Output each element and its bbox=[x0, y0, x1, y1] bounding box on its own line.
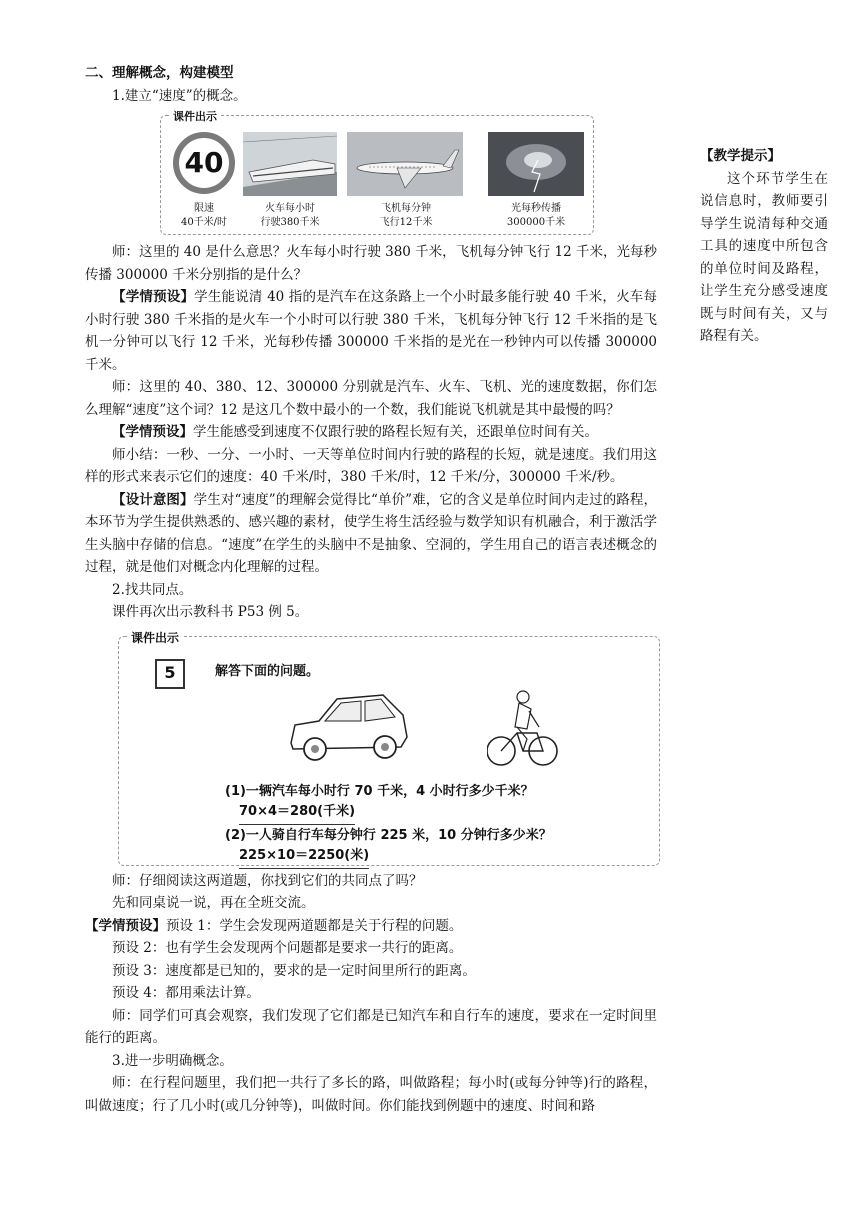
example-prompt: 解答下面的问题。 bbox=[215, 663, 320, 679]
teacher-comment: 师：同学们可真会观察，我们发现了它们都是已知汽车和自行车的速度，要求在一定时间里能行的距离。 bbox=[85, 1007, 657, 1046]
sidebar-tag: 【教学提示】 bbox=[700, 148, 781, 164]
courseware-box-example5 bbox=[118, 630, 660, 866]
section-title: 二、理解概念，构建模型 bbox=[85, 65, 234, 81]
teacher-question-2: 师：这里的 40、380、12、300000 分别就是汽车、火车、飞机、光的速度数据，你们怎么理解“速度”这个词？12 是这几个数中最小的一个数，我们能说飞机就是其中最慢的吗？ bbox=[85, 379, 657, 418]
car-illustration bbox=[285, 685, 413, 775]
step3-heading: 3.进一步明确概念。 bbox=[112, 1052, 233, 1069]
lightning-photo bbox=[488, 132, 584, 196]
student-presumption-2: 【学情预设】学生能感受到速度不仅跟行驶的路程长短有关，还跟单位时间有关。 bbox=[112, 424, 598, 440]
tag-sheji: 【设计意图】 bbox=[112, 491, 194, 508]
courseware-label: 课件出示 bbox=[127, 627, 183, 650]
caption-train: 火车每小时 行驶380千米 bbox=[260, 203, 320, 228]
teacher-question-3: 师：仔细阅读这两道题，你找到它们的共同点了吗？ bbox=[112, 872, 423, 889]
speed-limit-sign bbox=[173, 132, 235, 194]
presumption-2: 预设 2：也有学生会发现两个问题都是要求一共行的距离。 bbox=[112, 940, 463, 956]
sidebar-text: 这个环节学生在说信息时，教师要引导学生说清每种交通工具的速度中所包含的单位时间及路程，让学生充分感受速度既与时间有关，又与路程有关。 bbox=[700, 170, 828, 344]
courseware-box-speed bbox=[160, 110, 594, 235]
question-1: (1)一辆汽车每小时行 70 千米，4 小时行多少千米？ bbox=[225, 783, 534, 799]
tag-xueqing: 【学情预设】 bbox=[112, 424, 193, 440]
student-presumption-1: 【学情预设】学生能说清 40 指的是汽车在这条路上一个小时最多能行驶 40 千米，火车每小时行驶 380 千米指的是火车一个小时可以行驶 380 千米，飞机每分钟飞行 12 千米指的是飞机一分钟可以飞行 12 千米，光每秒传播 300000 千米指的是光在一秒钟内可以传播 300000 千米。 bbox=[85, 289, 657, 373]
speed-limit-number: 40 bbox=[173, 132, 235, 194]
tag-xueqing: 【学情预设】 bbox=[112, 289, 195, 305]
presumption-1: 【学情预设】预设 1：学生会发现两道题都是关于行程的问题。 bbox=[85, 917, 463, 934]
teacher-question-1: 师：这里的 40 是什么意思？火车每小时行驶 380 千米，飞机每分钟飞行 12 千米，光每秒传播 300000 千米分别指的是什么？ bbox=[85, 244, 657, 283]
cyclist-illustration bbox=[487, 687, 559, 771]
answer-2: 225×10＝2250(米) bbox=[239, 845, 369, 870]
teacher-concept: 师：在行程问题里，我们把一共行了多长的路，叫做路程；每小时(或每分钟等)行的路程，叫做速度；行了几小时(或几分钟等)，叫做时间。你们能找到例题中的速度、时间和路 bbox=[85, 1075, 657, 1114]
courseware-label: 课件出示 bbox=[169, 106, 221, 129]
caption-speed-limit: 限速 40千米/时 bbox=[180, 203, 228, 228]
presumption-4: 预设 4：都用乘法计算。 bbox=[112, 985, 260, 1001]
caption-airplane: 飞机每分钟 飞行12千米 bbox=[379, 203, 433, 228]
teacher-summary: 师小结：一秒、一分、一小时、一天等单位时间内行驶的路程的长短，就是速度。我们用这样的形式来表示它们的速度：40 千米/时，380 千米/时，12 千米/分，300000 千米/秒。 bbox=[85, 446, 657, 485]
step2-heading: 2.找共同点。 bbox=[112, 581, 193, 598]
presumption-3: 预设 3：速度都是已知的，要求的是一定时间里所行的距离。 bbox=[112, 962, 476, 979]
step1-heading: 1.建立“速度”的概念。 bbox=[112, 87, 247, 104]
main-content bbox=[85, 62, 657, 1117]
answer-1: 70×4＝280(千米) bbox=[239, 801, 355, 826]
discussion-note: 先和同桌说一说，再在全班交流。 bbox=[112, 895, 315, 911]
caption-light: 光每秒传播 300000千米 bbox=[506, 203, 566, 228]
tag-xueqing: 【学情预设】 bbox=[85, 917, 166, 934]
courseware-note: 课件再次出示教科书 P53 例 5。 bbox=[112, 604, 309, 620]
design-intent: 【设计意图】学生对“速度”的理解会觉得比“单价”难，它的含义是单位时间内走过的路程，本环节为学生提供熟悉的、感兴趣的素材，使学生将生活经验与数学知识有机融合，利于激活学生头脑中存储的信息。“速度”在学生的头脑中不是抽象、空洞的，学生用自己的语言表述概念的过程，就是他们对概念内化理解的过程。 bbox=[85, 491, 658, 575]
train-photo bbox=[243, 132, 337, 196]
airplane-photo bbox=[347, 132, 463, 196]
question-2: (2)一人骑自行车每分钟行 225 米，10 分钟行多少米？ bbox=[225, 827, 552, 843]
example-number: 5 bbox=[155, 659, 185, 689]
sidebar-teaching-tip bbox=[700, 145, 828, 348]
